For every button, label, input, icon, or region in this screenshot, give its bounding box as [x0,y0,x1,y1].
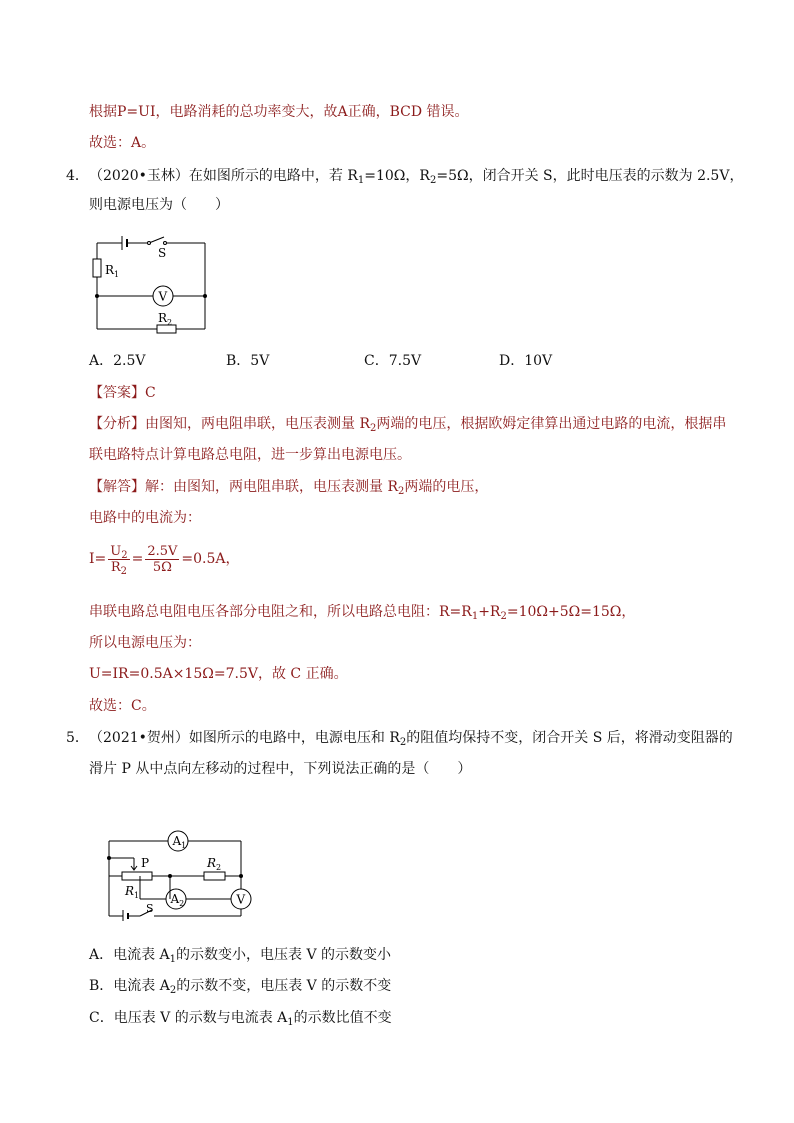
q4-voltage-calc: U=IR=0.5A×15Ω=7.5V，故 C 正确。 [89,666,348,682]
q5-r2-label: $R_2$ [207,856,222,872]
q4-solution-line1: 【解答】解：由图知，两电阻串联，电压表测量 $R_2$两端的电压， [89,479,489,497]
q4-answer: 【答案】C [89,385,156,401]
q5-number: 5． [66,730,89,746]
q5-option-c: C．电压表 V 的示数与电流表 $A_1$的示数比值不变 [89,1010,392,1028]
q4-current-formula: I= $\frac{U_2}{R_2}$ = $\frac{2.5V}{5\Omega}$ =0.5A， [89,543,240,577]
q5-switch-label: S [146,902,154,915]
q4-number: 4． [66,168,89,184]
q4-series-resistance: 串联电路总电阻电压各部分电阻之和，所以电路总电阻：$R=R_1+R_2=10\Omega+5\Omega=15\Omega$， [89,604,636,622]
q5-r1-label: $R_1$ [125,884,140,900]
q5-p-label: P [141,856,150,870]
q4-voltage-intro: 所以电源电压为： [89,635,201,651]
q4-r2-label: $R_2$ [158,311,173,327]
q4-choice: 故选：C。 [89,698,156,714]
q5-option-b: B．电流表 $A_2$的示数不变，电压表 V 的示数不变 [89,978,392,996]
q5-stem-line2: 滑片 P 从中点向左移动的过程中，下列说法正确的是（ ） [89,761,472,777]
q4-option-a: A．2.5V [89,353,146,369]
q4-stem-line1: （2020•玉林）在如图所示的电路中，若 $R_1=10\Omega$，$R_2=5\Omega$，闭合开关 S，此时电压表的示数为 2.5V， [89,168,744,186]
q5-stem-line1: （2021•贺州）如图所示的电路中，电源电压和 $R_2$的阻值均保持不变，闭合开关 S 后，将滑动变阻器的 [89,730,733,748]
q5-option-a: A．电流表 $A_1$的示数变小，电压表 V 的示数变小 [89,947,392,965]
q5-a2-label: $A_2$ [170,892,185,908]
q5-voltmeter-label: V [236,892,246,907]
q4-option-c: C．7.5V [364,353,422,369]
q4-stem-line2: 则电源电压为（ ） [89,197,229,213]
q4-current-intro: 电路中的电流为： [89,510,201,526]
q4-voltmeter-label: V [158,289,168,304]
q4-analysis-line1: 【分析】由图知，两电阻串联，电压表测量 $R_2$两端的电压，根据欧姆定律算出通过电路的电流，根据串 [89,416,727,434]
prev-choice: 故选：A。 [89,135,156,151]
q4-circuit-diagram [88,232,218,337]
q5-a1-label: $A_1$ [172,834,187,850]
q4-analysis-line2: 联电路特点计算电路总电阻，进一步算出电源电压。 [89,447,411,463]
q4-option-d: D．10V [499,353,553,369]
q5-circuit-diagram [100,826,265,921]
q4-option-b: B．5V [226,353,270,369]
q4-r1-label: $R_1$ [105,263,120,279]
q4-switch-label: S [158,246,167,260]
prev-conclusion: 根据P=UI，电路消耗的总功率变大，故A正确，BCD 错误。 [89,104,469,120]
